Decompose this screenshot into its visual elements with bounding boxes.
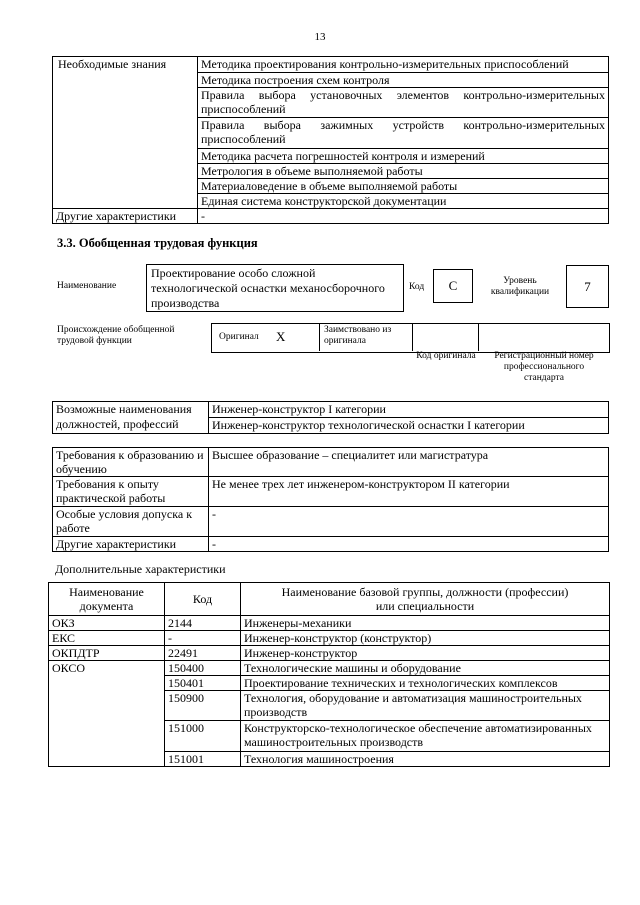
requirement-label: Особые условия допуска к работе: [53, 507, 209, 537]
level-value: 7: [566, 265, 609, 308]
position-value: Инженер-конструктор технологической оснастки I категории: [209, 418, 609, 434]
other-value: -: [198, 209, 609, 224]
knowledge-item: Материаловедение в объеме выполняемой работы: [198, 179, 609, 194]
origin-boxes: [211, 323, 610, 353]
row-doc: ОКСО: [49, 661, 165, 767]
code-value: C: [433, 269, 473, 303]
knowledge-table: [52, 56, 609, 224]
row-name: Инженер-конструктор: [241, 646, 610, 661]
row-name: Инженеры-механики: [241, 616, 610, 631]
knowledge-item: Единая система конструкторской документации: [198, 194, 609, 209]
origin-label: Происхождение обобщенной трудовой функции: [57, 325, 175, 346]
level-label: Уровень квалификации: [490, 276, 550, 297]
requirements-table: [52, 447, 609, 552]
knowledge-item: Методика построения схем контроля: [198, 73, 609, 88]
knowledge-item: Методика проектирования контрольно-измерительных приспособлений: [198, 57, 609, 73]
row-name: Технологические машины и оборудование: [241, 661, 610, 676]
additional-table: [48, 582, 610, 767]
row-code: 151000: [165, 721, 241, 752]
name-label: Наименование: [57, 281, 117, 291]
name-value: Проектирование особо сложной технологической оснастки механосборочного производства: [146, 264, 404, 312]
original-label: Оригинал: [219, 332, 259, 342]
positions-label: Возможные наименования должностей, профессий: [53, 402, 209, 434]
knowledge-item: Метрология в объеме выполняемой работы: [198, 164, 609, 179]
row-code: 2144: [165, 616, 241, 631]
requirement-value: Не менее трех лет инженером-конструктором II категории: [209, 477, 609, 507]
row-code: 150900: [165, 691, 241, 721]
divider: [319, 323, 320, 351]
code-original-caption: Код оригинала: [416, 351, 476, 361]
knowledge-label: Необходимые знания: [53, 57, 198, 209]
row-code: -: [165, 631, 241, 646]
other-label: Другие характеристики: [53, 209, 198, 224]
row-code: 150400: [165, 661, 241, 676]
requirement-value: Высшее образование – специалитет или магистратура: [209, 448, 609, 477]
row-name: Технология машиностроения: [241, 752, 610, 767]
divider: [478, 323, 479, 351]
knowledge-item: Правила выбора установочных элементов контрольно-измерительных приспособлений: [198, 88, 609, 118]
additional-title: Дополнительные характеристики: [55, 562, 226, 576]
positions-table: [52, 401, 609, 434]
row-doc: ОКЗ: [49, 616, 165, 631]
row-name: Технология, оборудование и автоматизация машиностроительных производств: [241, 691, 610, 721]
row-code: 22491: [165, 646, 241, 661]
row-doc: ОКПДТР: [49, 646, 165, 661]
borrowed-label: Заимствовано из оригинала: [324, 325, 392, 346]
requirement-label: Требования к опыту практической работы: [53, 477, 209, 507]
row-name: Проектирование технических и технологических комплексов: [241, 676, 610, 691]
knowledge-item: Методика расчета погрешностей контроля и измерений: [198, 149, 609, 164]
row-code: 150401: [165, 676, 241, 691]
row-name: Инженер-конструктор (конструктор): [241, 631, 610, 646]
requirement-label: Другие характеристики: [53, 537, 209, 552]
reg-number-caption: Регистрационный номер профессионального стандарта: [494, 351, 594, 383]
requirement-value: -: [209, 537, 609, 552]
divider: [412, 323, 413, 351]
row-code: 151001: [165, 752, 241, 767]
page-number: 13: [314, 31, 326, 43]
row-doc: ЕКС: [49, 631, 165, 646]
code-label: Код: [409, 282, 425, 292]
knowledge-item: Правила выбора зажимных устройств контрольно-измерительных приспособлений: [198, 118, 609, 149]
original-mark: X: [276, 329, 286, 344]
header-doc: Наименование документа: [49, 583, 165, 616]
row-name: Конструкторско-технологическое обеспечение автоматизированных машиностроительных производств: [241, 721, 610, 752]
section-title: 3.3. Обобщенная трудовая функция: [57, 236, 258, 250]
header-code: Код: [165, 583, 241, 616]
position-value: Инженер-конструктор I категории: [209, 402, 609, 418]
requirement-value: -: [209, 507, 609, 537]
requirement-label: Требования к образованию и обучению: [53, 448, 209, 477]
header-name: Наименование базовой группы, должности (профессии) или специальности: [241, 583, 610, 616]
